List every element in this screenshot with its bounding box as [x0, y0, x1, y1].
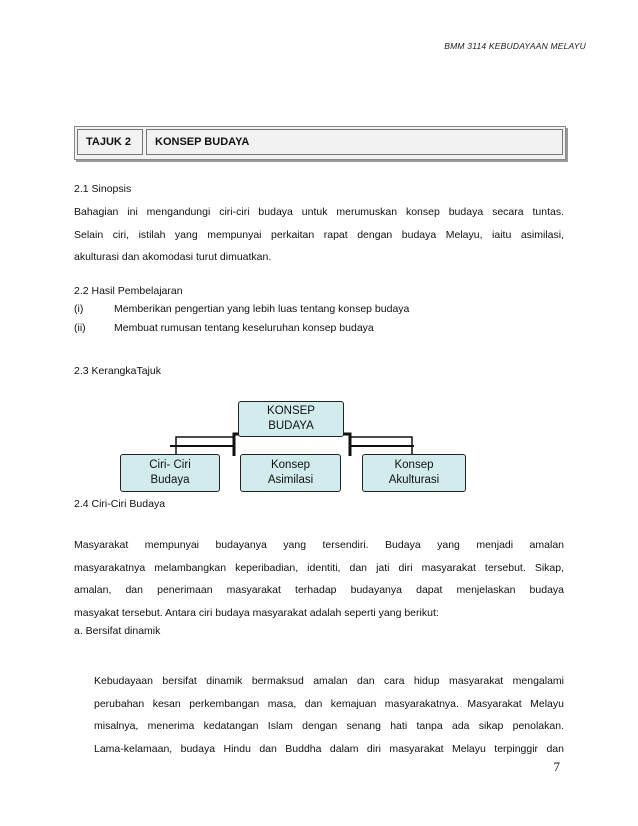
text-line: masyarakatnya melambangkan keperibadian, identiti, dan jati diri masyarakat tersebut. Sikap,	[74, 561, 564, 574]
section-heading-sinopsis: 2.1 Sinopsis	[74, 183, 132, 195]
list-item: Memberikan pengertian yang lebih luas tentang konsep budaya	[114, 303, 410, 315]
page-header: BMM 3114 KEBUDAYAAN MELAYU	[444, 41, 586, 51]
node-text: Budaya	[150, 474, 190, 486]
diagram-node-akulturasi	[362, 454, 466, 492]
section-heading-hasil: 2.2 Hasil Pembelajaran	[74, 285, 183, 297]
dinamik-paragraph	[94, 670, 564, 760]
text-line: misalnya, menerima kedatangan Islam dengan senang hati tanpa ada sikap penolakan.	[94, 720, 564, 732]
text-line: masyakat tersebut. Antara ciri budaya masyarakat adalah seperti yang berikut:	[74, 606, 439, 619]
diagram-node-root	[238, 401, 344, 437]
diagram-node-asimilasi	[240, 454, 341, 492]
text-line: Lama-kelamaan, budaya Hindu dan Buddha dalam diri masyarakat Melayu terpinggir dan	[94, 742, 564, 755]
topic-title: KONSEP BUDAYA	[146, 129, 563, 155]
node-text: Akulturasi	[388, 474, 440, 486]
node-text: Konsep	[270, 459, 310, 471]
section-heading-ciri: 2.4 Ciri-Ciri Budaya	[74, 498, 166, 510]
sub-heading-dinamik: a. Bersifat dinamik	[74, 625, 161, 637]
node-text: Asimilasi	[267, 474, 314, 486]
text-line: akulturasi dan akomodasi turut dimuatkan.	[74, 251, 272, 263]
text-line: Kebudayaan bersifat dinamik bermaksud amalan dan cara hidup masyarakat mengalami	[94, 675, 564, 687]
page-number: 7	[553, 759, 560, 774]
list-number: (i)	[74, 303, 84, 315]
text-line: Masyarakat mempunyai budayanya yang tersendiri. Budaya yang menjadi amalan	[74, 539, 564, 551]
node-text: Ciri- Ciri	[149, 459, 191, 471]
list-item: Membuat rumusan tentang keseluruhan konsep budaya	[114, 322, 374, 334]
text-line: Selain ciri, istilah yang mempunyai perkaitan rapat dengan budaya Melayu, iaitu asimilasi,	[74, 228, 564, 241]
text-line: amalan, dan penerimaan masyarakat terhadap budayanya dapat menjelaskan budaya	[74, 584, 564, 596]
node-text: KONSEP	[267, 405, 315, 417]
node-text: Konsep	[394, 459, 434, 471]
section-heading-kerangka: 2.3 KerangkaTajuk	[74, 365, 161, 377]
diagram-node-ciri	[120, 454, 220, 492]
connector-line	[290, 434, 350, 456]
ciri-paragraph	[74, 534, 564, 624]
connector-line	[234, 434, 290, 456]
text-line: Bahagian ini mengandungi ciri-ciri budaya untuk merumuskan konsep budaya secara tuntas.	[74, 206, 564, 218]
list-number: (ii)	[74, 322, 86, 334]
topic-label: TAJUK 2	[77, 129, 143, 155]
text-line: perubahan kesan perkembangan masa, dan kemajuan masyarakatnya. Masyarakat Melayu	[94, 697, 564, 710]
node-text: BUDAYA	[268, 420, 314, 432]
